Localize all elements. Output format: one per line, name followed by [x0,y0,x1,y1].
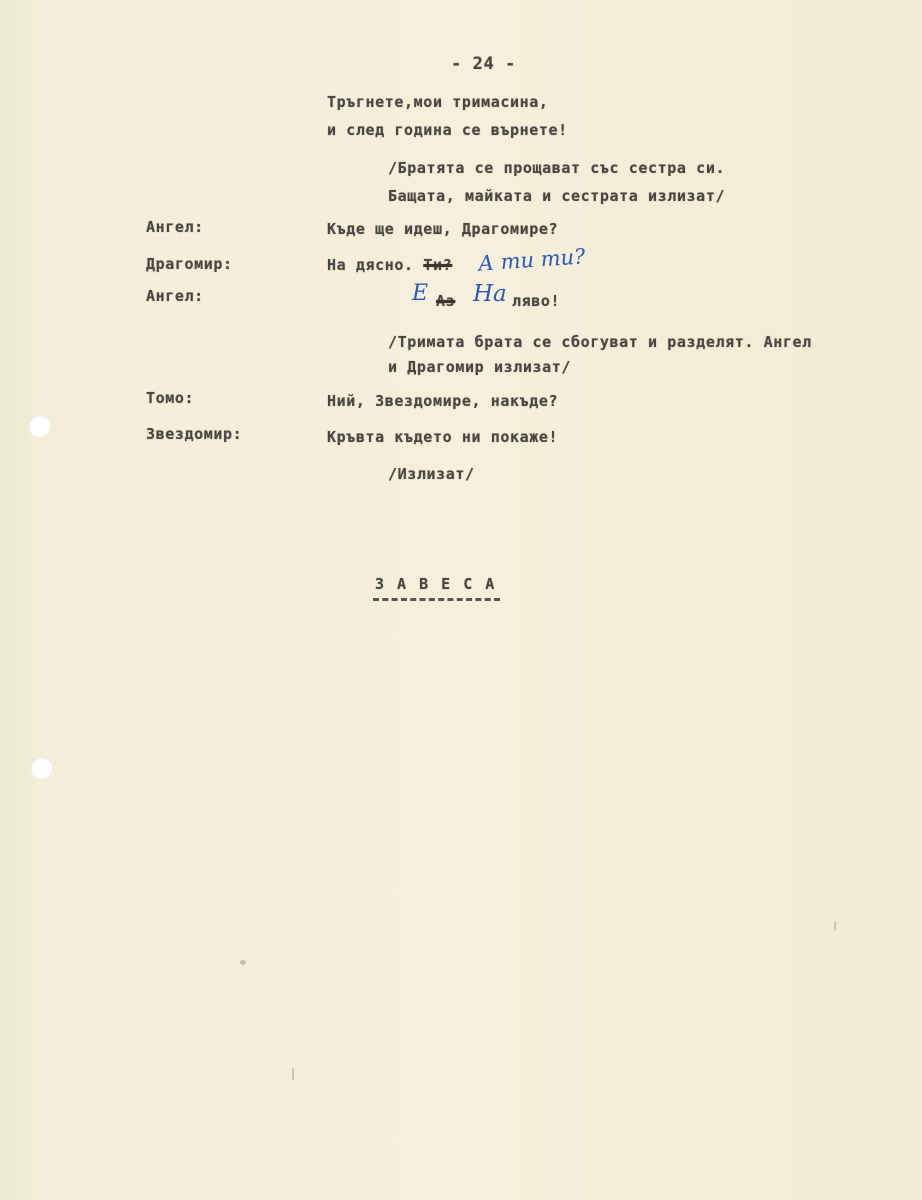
paper-speck [240,960,246,965]
verse-line-1: Тръгнете,мои тримасина, [327,93,549,111]
stage-direction-2-line-1: /Тримата брата се сбогуват и разделят. Ангел [388,333,812,351]
speaker-dragomir: Драгомир: [146,255,233,273]
curtain-heading: З А В Е С А [375,575,497,593]
paper-speck-3 [834,921,836,931]
paper-speck-2 [292,1068,294,1080]
handwritten-correction-1: А ти ти? [477,244,587,276]
stage-direction-2-line-2: и Драгомир излизат/ [388,358,571,376]
punch-hole-top [28,415,50,437]
exit-direction: /Излизат/ [388,465,475,483]
punch-hole-bottom [30,757,52,779]
line-angel-1: Къде ще идеш, Драгомире? [327,220,559,238]
speaker-angel-2: Ангел: [146,287,204,305]
line-dragomir [327,256,452,274]
curtain-underline [373,598,500,601]
verse-line-2: и след година се върнете! [327,121,568,139]
speaker-angel-1: Ангел: [146,218,204,236]
line-dragomir-typed: На дясно. [327,256,414,274]
struck-prefix: Аз [436,292,456,310]
handwritten-word: На [473,281,507,307]
speaker-tomo: Томо: [146,389,195,407]
line-angel-2-rest: ляво! [512,292,561,310]
page-number: - 24 - [451,54,517,74]
struck-word: Ти? [423,256,453,274]
line-zvezdomir: Кръвта където ни покаже! [327,428,559,446]
speaker-zvezdomir: Звездомир: [146,425,243,443]
stage-direction-line-1: /Братята се прощават със сестра си. [388,159,726,177]
line-tomo: Ний, Звездомире, накъде? [327,392,559,410]
handwritten-prefix: Е [412,281,429,306]
stage-direction-line-2: Бащата, майката и сестрата излизат/ [388,187,726,205]
